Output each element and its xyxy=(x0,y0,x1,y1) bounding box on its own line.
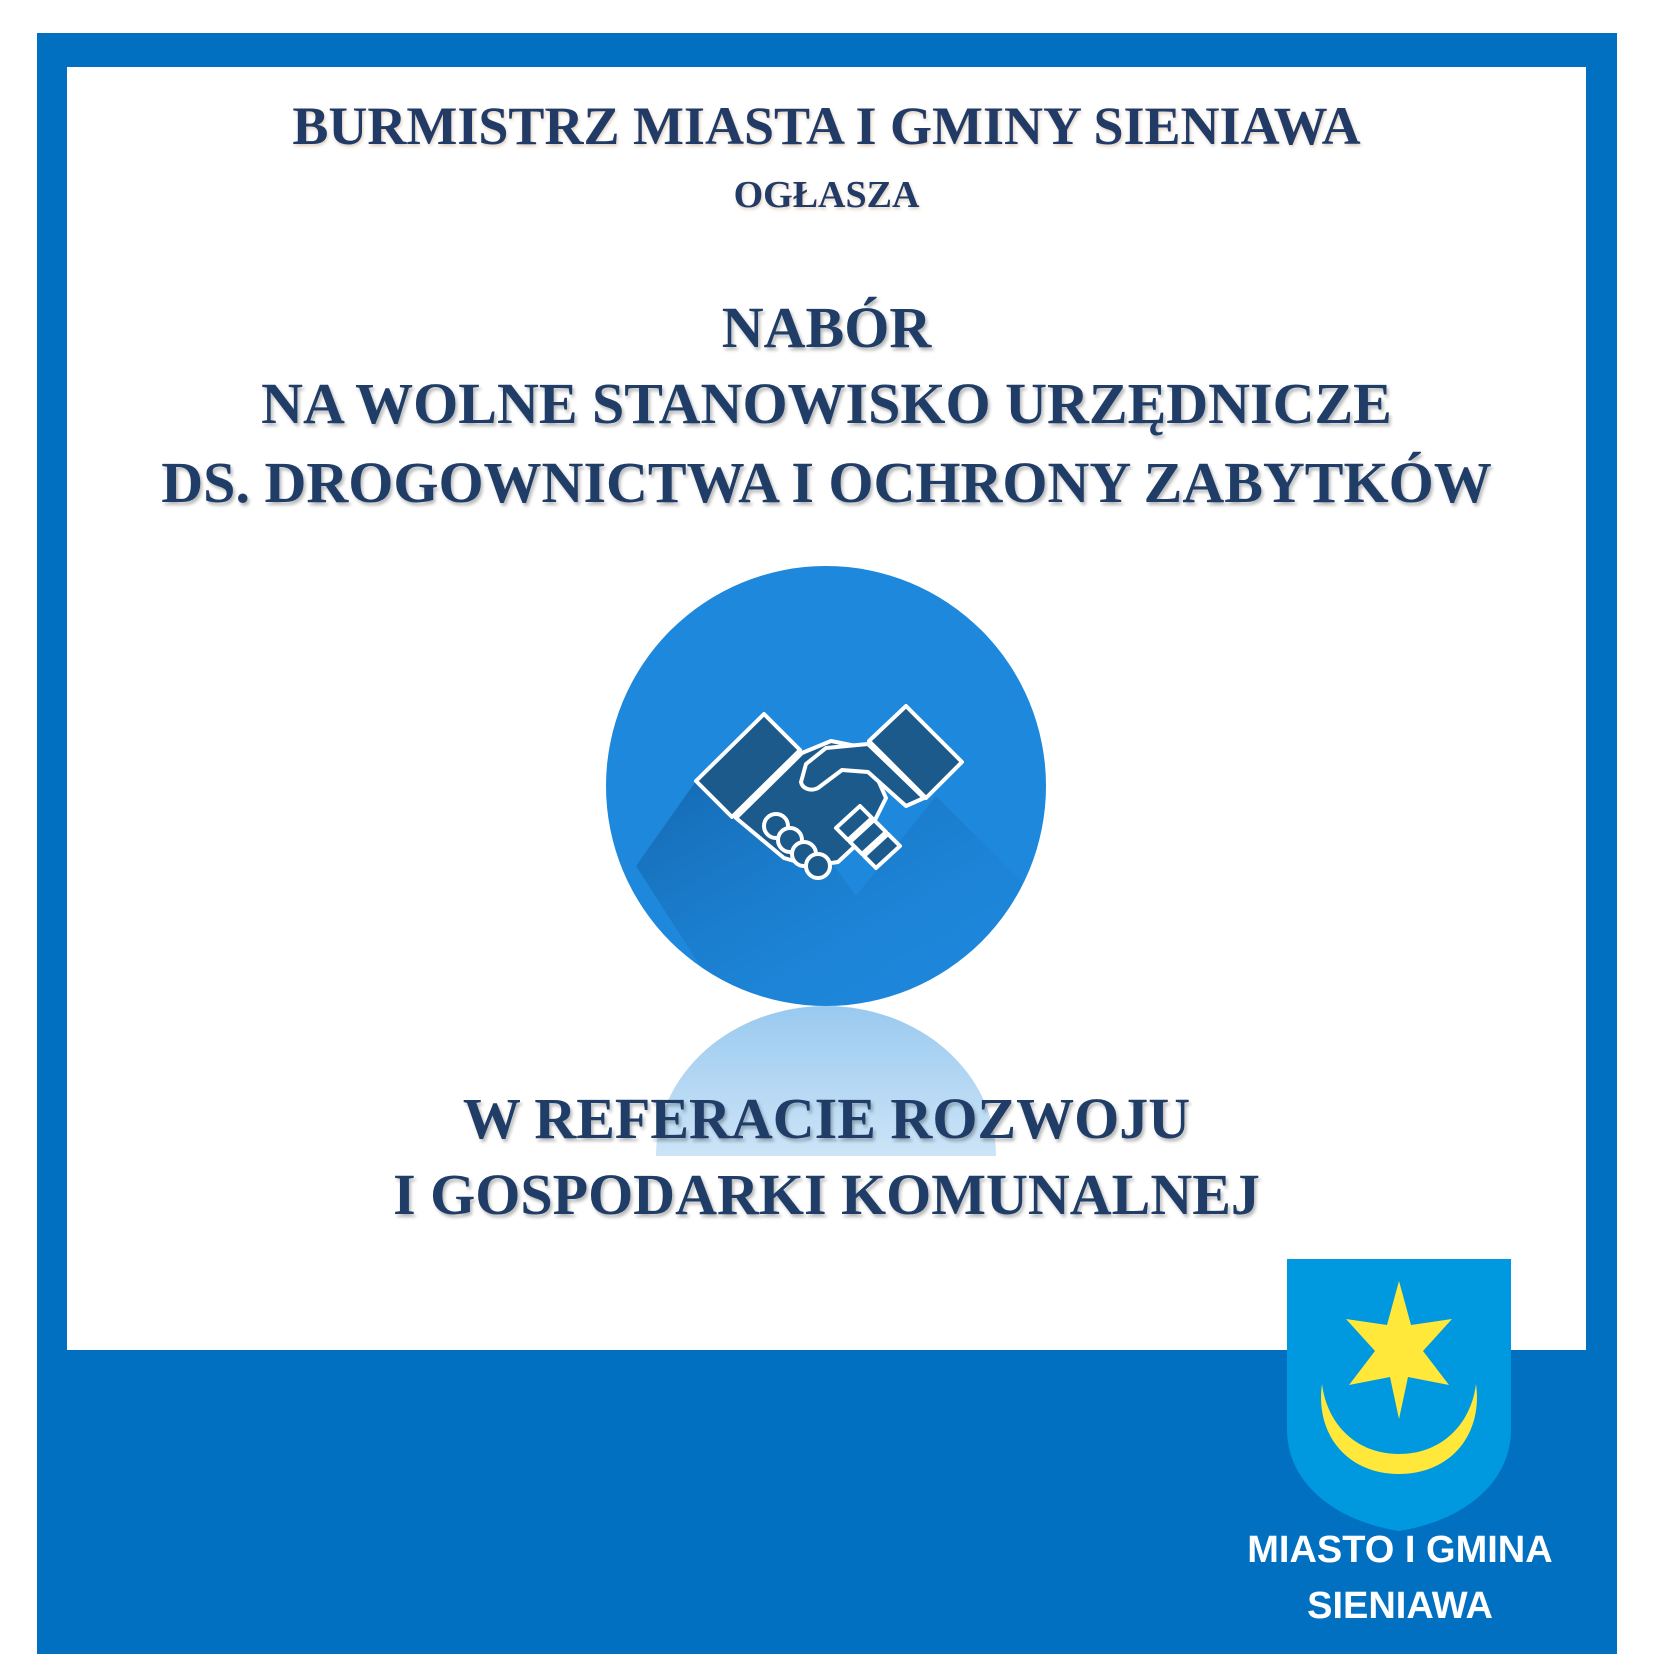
position-title-line2: DS. DROGOWNICTWA I OCHRONY ZABYTKÓW xyxy=(161,450,1492,515)
authority-heading: BURMISTRZ MIASTA I GMINY SIENIAWA xyxy=(292,96,1361,156)
recruitment-title: NABÓR xyxy=(721,295,932,360)
handshake-icon xyxy=(606,566,1046,1006)
announces-heading: OGŁASZA xyxy=(733,174,920,216)
coat-of-arms-icon xyxy=(1287,1259,1511,1531)
department-line2: I GOSPODARKI KOMUNALNEJ xyxy=(393,1162,1260,1227)
municipality-label-line2: SIENIAWA xyxy=(1307,1585,1493,1627)
municipality-label-line1: MIASTO I GMINA xyxy=(1247,1529,1553,1571)
position-title-line1: NA WOLNE STANOWISKO URZĘDNICZE xyxy=(261,371,1392,436)
department-line1: W REFERACIE ROZWOJU xyxy=(462,1086,1191,1151)
